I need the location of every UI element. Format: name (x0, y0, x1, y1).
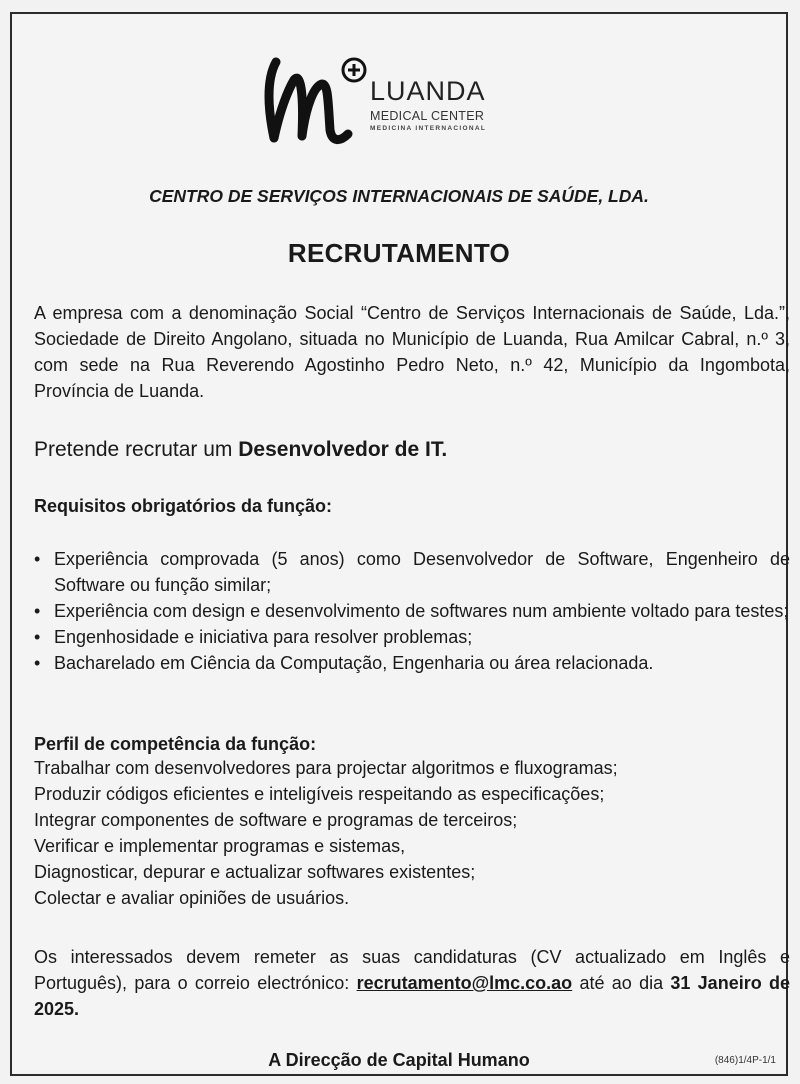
logo-tagline: MEDICINA INTERNACIONAL (370, 125, 487, 132)
logo-text (370, 78, 486, 132)
list-item: Trabalhar com desenvolvedores para projectar algoritmos e fluxogramas; (34, 758, 618, 778)
page-title: RECRUTAMENTO (287, 238, 511, 268)
list-item: • Experiência com design e desenvolvimento de softwares num ambiente voltado para testes; (34, 598, 790, 624)
job-statement (34, 438, 447, 462)
closing-paragraph (34, 944, 790, 1022)
closing-text-after: até ao dia (572, 973, 671, 993)
list-item: Integrar componentes de software e programas de terceiros; (34, 810, 518, 830)
list-item: • Bacharelado em Ciência da Computação, Engenharia ou área relacionada. (34, 650, 790, 676)
profile-heading: Perfil de competência da função: (34, 734, 317, 754)
list-item: • Engenhosidade e iniciativa para resolver problemas; (34, 624, 790, 650)
job-statement-prefix: Pretende recrutar um (34, 438, 239, 461)
intro-paragraph: A empresa com a denominação Social “Centro de Serviços Internacionais de Saúde, Lda.”, Sociedade de Direito Angolano, situada no Município de Luanda, Rua Amilcar Cabral, n.º 3, com sede na Rua Reverendo Agostinho Pedro Neto, n.º 42, Município da Ingombota, Província de Luanda. (34, 303, 790, 401)
job-role: Desenvolvedor de IT. (238, 438, 448, 461)
list-item: Colectar e avaliar opiniões de usuários. (34, 888, 350, 908)
lmc-monogram-icon (262, 50, 372, 150)
list-item: Diagnosticar, depurar e actualizar softwares existentes; (34, 862, 476, 882)
closing-text: Os interessados devem remeter as suas candidaturas (CV actualizado em Inglês e Português), para o correio electrónico: (34, 947, 790, 993)
requirements-heading: Requisitos obrigatórios da função: (34, 496, 333, 516)
deadline-date: 31 Janeiro de 2025. (34, 973, 790, 1019)
logo-subtitle: MEDICAL CENTER (370, 109, 485, 123)
list-item: Produzir códigos eficientes e inteligíveis respeitando as especificações; (34, 784, 605, 804)
signature: A Direcção de Capital Humano (268, 1050, 530, 1070)
lmc-logo (262, 50, 522, 150)
profile-list (34, 755, 618, 911)
bullet: • (34, 653, 41, 673)
email-link[interactable]: recrutamento@lmc.co.ao (356, 973, 573, 993)
logo-name: LUANDA (370, 76, 486, 106)
bullet: • (34, 627, 41, 647)
reference-code: (846)1/4P-1/1 (714, 1055, 776, 1066)
requirements-list (34, 546, 790, 676)
advert-frame (10, 12, 788, 1076)
bullet: • (34, 601, 41, 621)
bullet: • (34, 549, 41, 569)
list-item: Verificar e implementar programas e sistemas, (34, 836, 406, 856)
company-name: CENTRO DE SERVIÇOS INTERNACIONAIS DE SAÚDE, LDA. (149, 186, 649, 206)
list-item: • Experiência comprovada (5 anos) como Desenvolvedor de Software, Engenheiro de Software ou função similar; (34, 546, 790, 598)
